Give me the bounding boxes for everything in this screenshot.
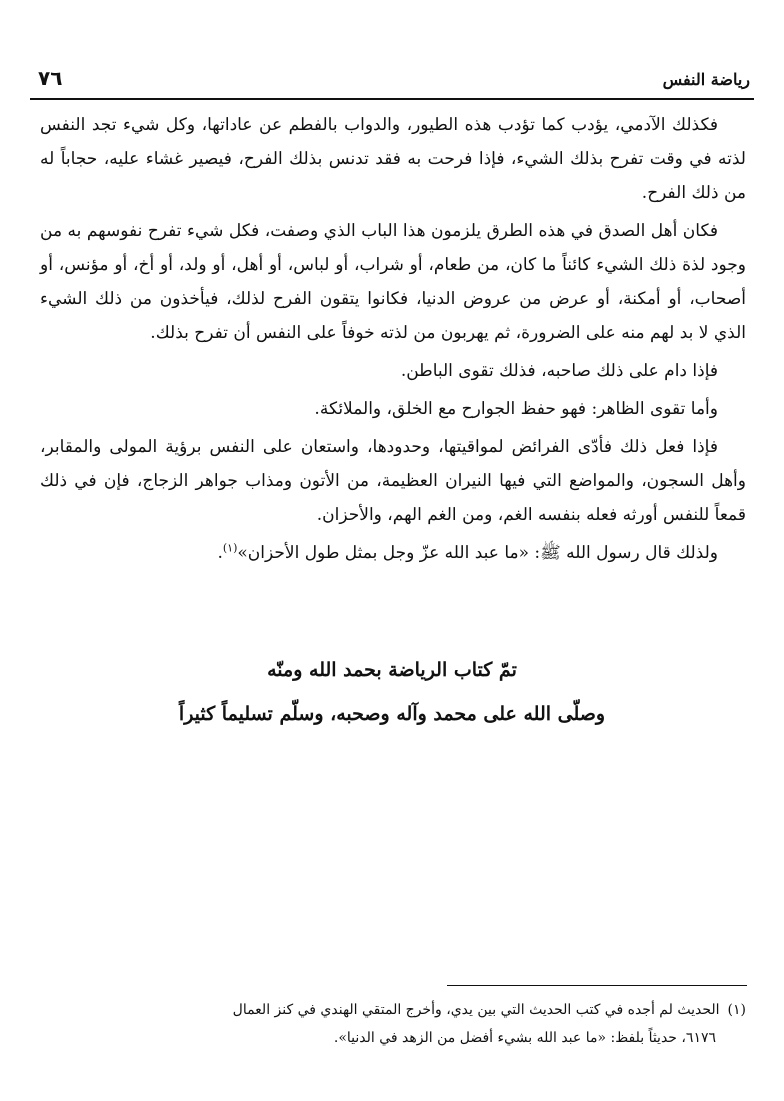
- hadith-paragraph: [40, 536, 746, 570]
- hadith-text: ولذلك قال رسول الله ﷺ: «ما عبد الله عزّ وجل بمثل طول الأحزان»: [237, 543, 718, 563]
- paragraph: فإذا فعل ذلك فأدّى الفرائض لمواقيتها، وحدودها، واستعان على النفس برؤية المولى والمقابر، وأهل السجون، والمواضع التي فيها النيران العظيمة، من الأتون ومذاب جواهر الزجاج، فإن في ذلك قمعاً للنفس أورثه فعله بنفسه الغم، ومن الغم الهم، والأحزان.: [40, 437, 746, 525]
- hadith-end: .: [217, 543, 223, 563]
- page-header: [30, 66, 754, 100]
- footnote-marker: (١): [727, 1002, 746, 1018]
- colophon-line-2: وصلّى الله على محمد وآله وصحبه، وسلّم تسليماً كثيراً: [178, 703, 606, 725]
- footnote-line-1: الحديث لم أجده في كتب الحديث التي بين يدي، وأخرج المتقي الهندي في كنز العمال: [232, 1002, 720, 1018]
- footnote-line-2: ٦١٧٦، حديثاً بلفظ: «ما عبد الله بشيء أفضل من الزهد في الدنيا».: [333, 1030, 716, 1046]
- colophon: [40, 648, 744, 736]
- paragraph: فإذا دام على ذلك صاحبه، فذلك تقوى الباطن.: [400, 361, 718, 381]
- page-number: ٧٦: [38, 66, 63, 90]
- footnote: [40, 996, 746, 1052]
- footnote-reference[interactable]: (١): [222, 541, 238, 555]
- paragraph: فكذلك الآدمي، يؤدب كما تؤدب هذه الطيور، والدواب بالفطم عن عاداتها، وكل شيء تجد النفس لذته في وقت تفرح بذلك الشيء، فإذا فرحت به فقد تدنس بذلك الفرح، فيصير غشاء عليه، حجاباً له من ذلك الفرح.: [40, 115, 746, 203]
- footnote-rule: [447, 985, 747, 986]
- colophon-line-1: تمّ كتاب الرياضة بحمد الله ومنّه: [267, 659, 517, 681]
- running-head: رياضة النفس: [662, 70, 750, 89]
- paragraph: وأما تقوى الظاهر: فهو حفظ الجوارح مع الخلق، والملائكة.: [314, 399, 718, 419]
- header-rule: [30, 98, 754, 100]
- paragraph: فكان أهل الصدق في هذه الطرق يلزمون هذا الباب الذي وصفت، فكل شيء تفرح نفوسهم به من وجود لذة ذلك الشيء كائناً ما كان، من طعام، أو شراب، أو لباس، أو أهل، أو ولد، أو أخ، أو مؤنس، أو أصحاب، أو أمكنة، أو عرض من عروض الدنيا، فكانوا يتقون الفرح لذلك، فيأخذون من ذلك الشيء الذي لا بد لهم منه على الضرورة، ثم يهربون من لذته خوفاً على النفس أن تفرح بذلك.: [40, 221, 746, 343]
- main-text: [40, 108, 746, 574]
